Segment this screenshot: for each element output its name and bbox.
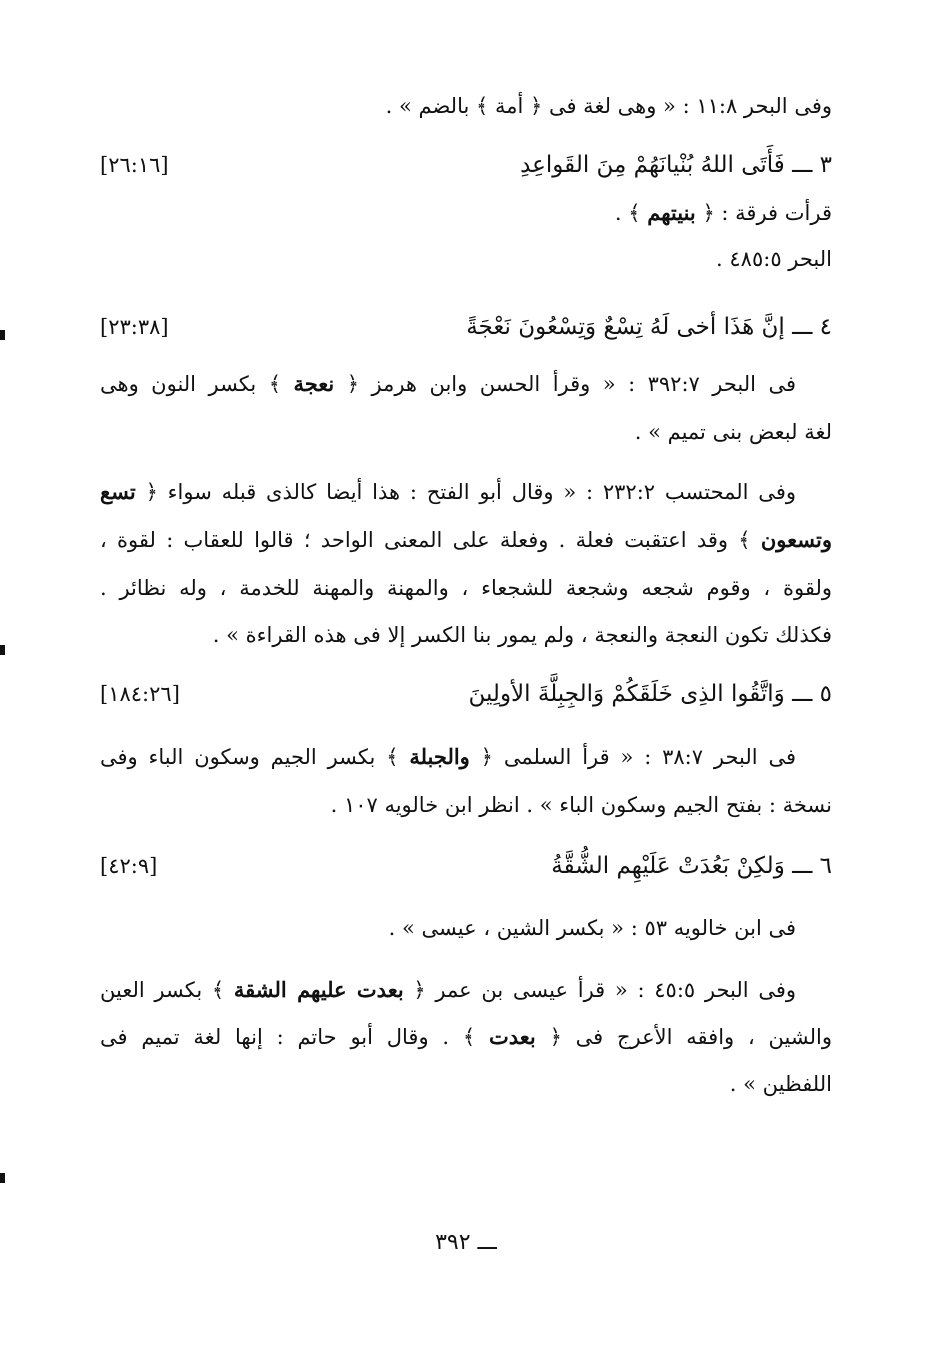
text-line: ولقوة ، وقوم شجعه وشجعة للشجعاء ، والمهنة والمهنة للخدمة ، وله نظائر . (100, 576, 832, 600)
text-line: والشين ، وافقه الأعرج فى ﴿ بعدت ﴾ . وقال أبو حاتم : إنها لغة تميم فى (100, 1024, 832, 1049)
verse-3: ٣ ـــ فَأَتَى اللهُ بُنْيانَهُمْ مِنَ القَواعِدِ (520, 152, 832, 178)
verse-5-reference: [١٨٤:٢٦] (100, 682, 180, 706)
book-page (100, 0, 832, 1348)
scan-edge-mark (0, 1173, 5, 1183)
page-number: ـــ ٣٩٢ (435, 1230, 497, 1255)
text-line: وفى البحر ٤٥:٥ : « قرأ عيسى بن عمر ﴿ بعدت عليهم الشقة ﴾ بكسر العين (100, 977, 797, 1002)
scan-edge-mark (0, 645, 5, 655)
verse-5: ٥ ـــ وَاتَّقُوا الذِى خَلَقَكُمْ وَالجِبِلَّةَ الأولِينَ (468, 681, 832, 707)
text-line: لغة لبعض بنى تميم » . (634, 420, 832, 444)
text-line: قرأت فرقة : ﴿ بنيتهم ﴾ . (614, 200, 832, 225)
verse-4: ٤ ـــ إنَّ هَذَا أخى لَهُ تِسْعٌ وَتِسْعُونَ نَعْجَةً (466, 314, 832, 340)
text-line: اللفظين » . (729, 1072, 832, 1096)
verse-6: ٦ ـــ وَلكِنْ بَعُدَتْ عَلَيْهِم الشُّقَّةُ (551, 853, 832, 879)
verse-3-reference: [٢٦:١٦] (100, 153, 169, 177)
text-line: وفى المحتسب ٢٣٢:٢ : « وقال أبو الفتح : هذا أيضا كالذى قبله سواء ﴿ تسع (100, 479, 796, 504)
text-line: فى ابن خالويه ٥٣ : « بكسر الشين ، عيسى » . (388, 916, 796, 940)
text-line: فى البحر ٣٨:٧ : « قرأ السلمى ﴿ والجبلة ﴾ بكسر الجيم وسكون الباء وفى (100, 744, 796, 769)
text-line: فى البحر ٣٩٢:٧ : « وقرأ الحسن وابن هرمز ﴿ نعجة ﴾ بكسر النون وهى (100, 371, 797, 396)
verse-4-reference: [٢٣:٣٨] (100, 315, 169, 339)
text-line: البحر ٤٨٥:٥ . (716, 247, 832, 271)
text-line: وتسعون ﴾ وقد اعتقبت فعلة . وفعلة على المعنى الواحد ؛ قالوا للعقاب : لقوة ، (100, 527, 832, 552)
verse-6-reference: [٤٢:٩] (100, 854, 158, 878)
text-line: نسخة : بفتح الجيم وسكون الباء » . انظر ابن خالويه ١٠٧ . (330, 793, 832, 817)
scan-edge-mark (0, 330, 5, 340)
text-line: فكذلك تكون النعجة والنعجة ، ولم يمور بنا الكسر إلا فى هذه القراءة » . (212, 623, 832, 647)
text-line: وفى البحر ١١:٨ : « وهى لغة فى ﴿ أمة ﴾ بالضم » . (385, 94, 832, 118)
